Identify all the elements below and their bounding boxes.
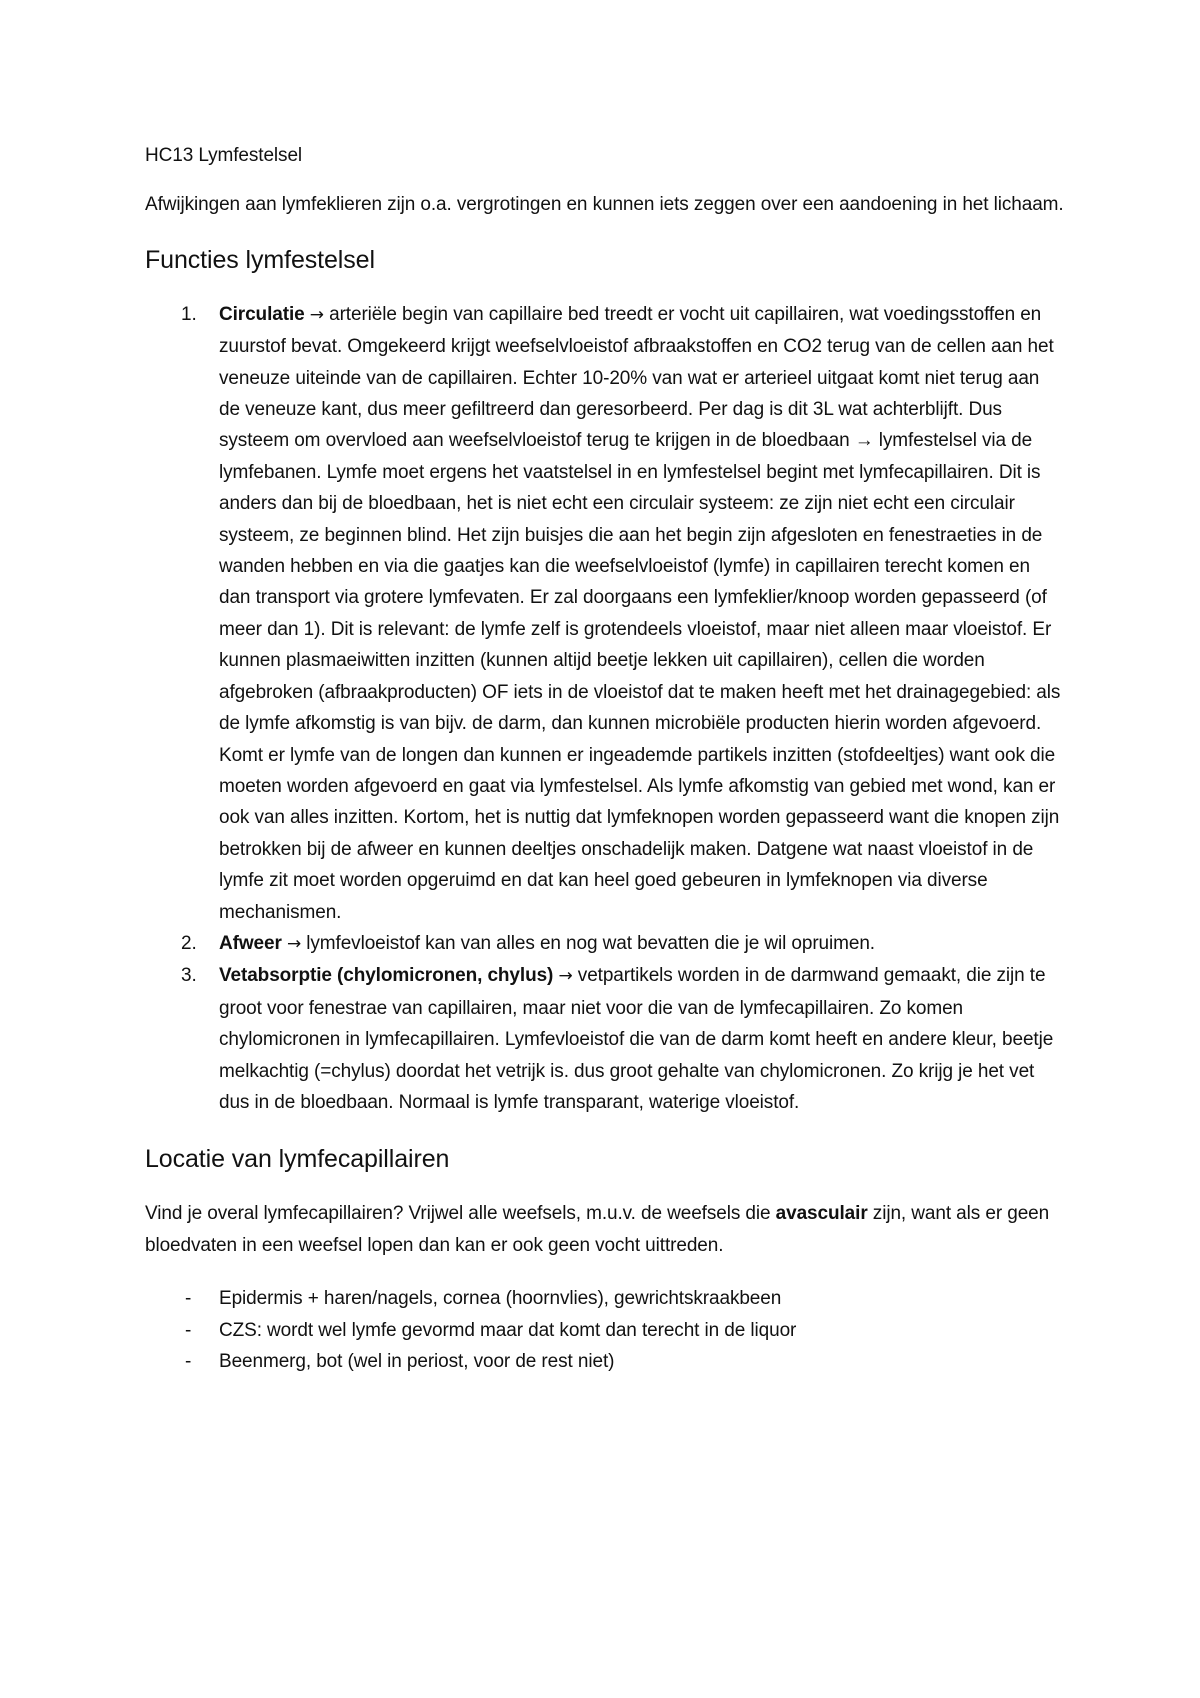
list-text: lymfevloeistof kan van alles en nog wat bevatten die je wil opruimen. xyxy=(301,932,875,954)
intro-paragraph: Afwijkingen aan lymfeklieren zijn o.a. vergrotingen en kunnen iets zeggen over een aandoening in het lichaam. xyxy=(145,194,1064,216)
list-item xyxy=(145,928,1065,960)
dash-bullet: - xyxy=(185,1319,192,1341)
list-item xyxy=(145,1283,1065,1314)
list-number: 2. xyxy=(181,932,197,954)
list-text: vetpartikels worden in de darmwand gemaakt, die zijn te groot voor fenestrae van capillairen, maar niet voor die van de lymfecapillairen. Zo komen chylomicronen in lymfecapillairen. Lymfevloeistof die van de darm komt heeft en andere kleur, beetje melkachtig (=chylus) doordat het vetrijk is. dus groot gehalte van chylomicronen. Zo krijg je het vet dus in de bloedbaan. Normaal is lymfe transparant, waterige vloeistof. xyxy=(219,965,1054,1113)
list-text: Epidermis + haren/nagels, cornea (hoornvlies), gewrichtskraakbeen xyxy=(219,1288,782,1310)
list-item xyxy=(145,299,1065,928)
arrow-right-icon: → xyxy=(309,304,324,325)
document-page xyxy=(145,140,1065,1377)
section-heading-locatie: Locatie van lymfecapillairen xyxy=(145,1145,450,1174)
bold-term: avasculair xyxy=(775,1203,868,1225)
arrow-right-icon: → xyxy=(558,966,573,987)
section-heading-functies: Functies lymfestelsel xyxy=(145,245,375,274)
paragraph-text: zijn, want als er geen bloedvaten in een weefsel lopen dan kan er ook geen vocht uittreden. xyxy=(145,1203,1050,1256)
list-text: Beenmerg, bot (wel in periost, voor de rest niet) xyxy=(219,1351,615,1372)
list-term: Circulatie xyxy=(219,303,305,325)
exceptions-list xyxy=(145,1283,1065,1377)
dash-bullet: - xyxy=(185,1288,192,1310)
list-term: Afweer xyxy=(219,932,282,954)
arrow-right-icon: → xyxy=(286,933,302,954)
functions-list xyxy=(145,299,1065,1119)
list-number: 3. xyxy=(181,965,197,987)
list-item xyxy=(145,960,1065,1118)
list-text: arteriële begin van capillaire bed treedt er vocht uit capillairen, wat voedingsstoffen en zuurstof bevat. Omgekeerd krijgt weefselvloeistof afbraakstoffen en CO2 terug van de cellen aan het veneuze uiteinde van de capillairen. Echter 10-20% van wat er arterieel uitgaat komt niet terug aan de veneuze kant, dus meer gefiltreerd dan geresorbeerd. Per dag is dit 3L wat achterblijft. Dus systeem om overvloed aan weefselvloeistof terug te krijgen in de bloedbaan → lymfestelsel via de lymfebanen. Lymfe moet ergens het vaatstelsel in en lymfestelsel begint met lymfecapillairen. Dit is anders dan bij de bloedbaan, het is niet echt een circulair systeem: ze zijn niet echt een circulair systeem, ze beginnen blind. Het zijn buisjes die aan het begin zijn afgesloten en fenestraeties in de wanden hebben en via die gaatjes kan die weefselvloeistof (lymfe) in capillairen terecht komen en dan transport via grotere lymfevaten. Er zal doorgaans een lymfeklier/knoop worden gepasseerd (of meer dan 1). Dit is relevant: de lymfe zelf is grotendeels vloeistof, maar niet alleen maar vloeistof. Er kunnen plasmaeiwitten inzitten (kunnen altijd beetje lekken uit capillairen), cellen die worden afgebroken (afbraakproducten) OF iets in de vloeistof dat te maken heeft met het drainagegebied: als de lymfe afkomstig is van bijv. de darm, dan kunnen microbiële producten hierin worden afgevoerd. Komt er lymfe van de longen dan kunnen er ingeademde partikels inzitten (stofdeeltjes) want ook die moeten worden afgevoerd en gaat via lymfestelsel. Als lymfe afkomstig van gebied met wond, kan er ook van alles inzitten. Kortom, het is nuttig dat lymfeknopen worden gepasseerd want die knopen zijn betrokken bij de afweer en kunnen deeltjes onschadelijk maken. Datgene wat naast vloeistof in de lymfe zit moet worden opgeruimd en dat kan heel goed gebeuren in lymfeknopen via diverse mechanismen. xyxy=(219,303,1061,923)
list-term: Vetabsorptie (chylomicronen, chylus) xyxy=(219,965,554,987)
list-text: CZS: wordt wel lymfe gevormd maar dat komt dan terecht in de liquor xyxy=(219,1319,797,1341)
list-number: 1. xyxy=(181,303,197,325)
locatie-paragraph xyxy=(145,1198,1065,1261)
document-title: HC13 Lymfestelsel xyxy=(145,145,303,166)
paragraph-text: Vind je overal lymfecapillairen? Vrijwel alle weefsels, m.u.v. de weefsels die xyxy=(145,1203,776,1225)
dash-bullet: - xyxy=(185,1351,192,1372)
list-item xyxy=(145,1346,1065,1377)
list-item xyxy=(145,1315,1065,1346)
